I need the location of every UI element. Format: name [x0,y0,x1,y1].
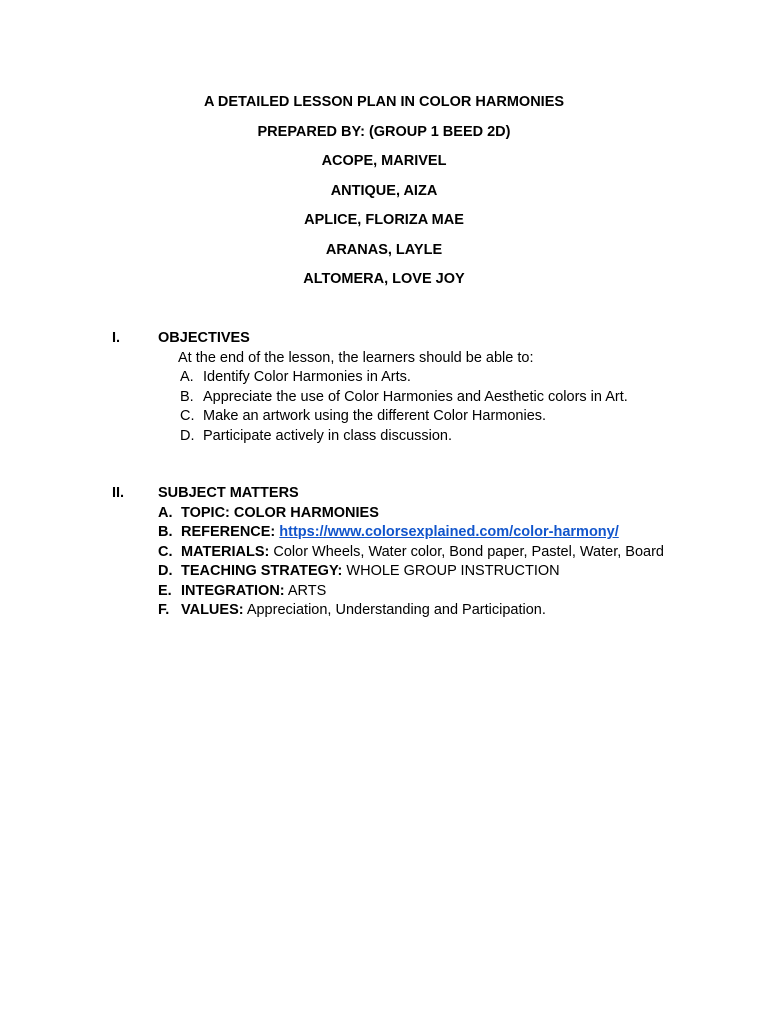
item-letter: A. [180,369,194,385]
strategy-item [158,562,678,582]
document-title: A DETAILED LESSON PLAN IN COLOR HARMONIES [203,94,565,110]
section-title: OBJECTIVES [158,330,250,346]
item-letter: D. [180,427,195,444]
item-letter: F. [158,602,170,618]
materials-item [158,543,678,563]
list-item [158,427,678,447]
item-text: Make an artwork using the different Color Harmonies. [203,408,547,424]
item-text: Identify Color Harmonies in Arts. [203,369,411,385]
section-number: II. [112,485,125,501]
prepared-by: PREPARED BY: (GROUP 1 BEED 2D) [257,123,511,140]
list-item [158,368,678,388]
list-item [158,407,678,427]
reference-label: REFERENCE: [181,524,276,540]
item-letter: B. [158,524,173,540]
materials-value: Color Wheels, Water color, Bond paper, Pastel, Water, Board [273,543,664,560]
reference-item [158,523,678,543]
list-item [158,388,678,408]
topic-item [158,504,678,524]
member-name: ALTOMERA, LOVE JOY [303,271,465,287]
section-number: I. [112,330,121,346]
item-letter: B. [180,388,194,405]
member-name: ANTIQUE, AIZA [330,182,438,199]
integration-item [158,582,678,602]
item-letter: C. [158,543,173,560]
strategy-value: WHOLE GROUP INSTRUCTION [346,563,560,579]
member-name: ARANAS, LAYLE [325,241,443,258]
item-text: Participate actively in class discussion. [203,427,453,444]
integration-label: INTEGRATION: [181,582,285,599]
item-letter: E. [158,582,172,599]
values-item [158,601,678,621]
item-letter: C. [180,408,195,424]
objectives-body [158,349,678,447]
item-letter: A. [158,504,173,521]
materials-label: MATERIALS: [181,543,270,560]
section-title: SUBJECT MATTERS [158,485,299,501]
topic-label: TOPIC: COLOR HARMONIES [181,504,379,521]
item-letter: D. [158,563,173,579]
integration-value: ARTS [287,582,327,599]
member-name: APLICE, FLORIZA MAE [304,212,464,228]
member-name: ACOPE, MARIVEL [321,153,447,169]
values-label: VALUES: [181,602,244,618]
strategy-label: TEACHING STRATEGY: [181,563,343,579]
values-value: Appreciation, Understanding and Participation. [246,602,546,618]
document-header [0,92,768,299]
subject-matters-body [158,504,678,621]
objectives-intro: At the end of the lesson, the learners should be able to: [178,349,534,366]
item-text: Appreciate the use of Color Harmonies and Aesthetic colors in Art. [203,388,628,405]
reference-link[interactable]: https://www.colorsexplained.com/color-harmony/ [279,524,619,540]
